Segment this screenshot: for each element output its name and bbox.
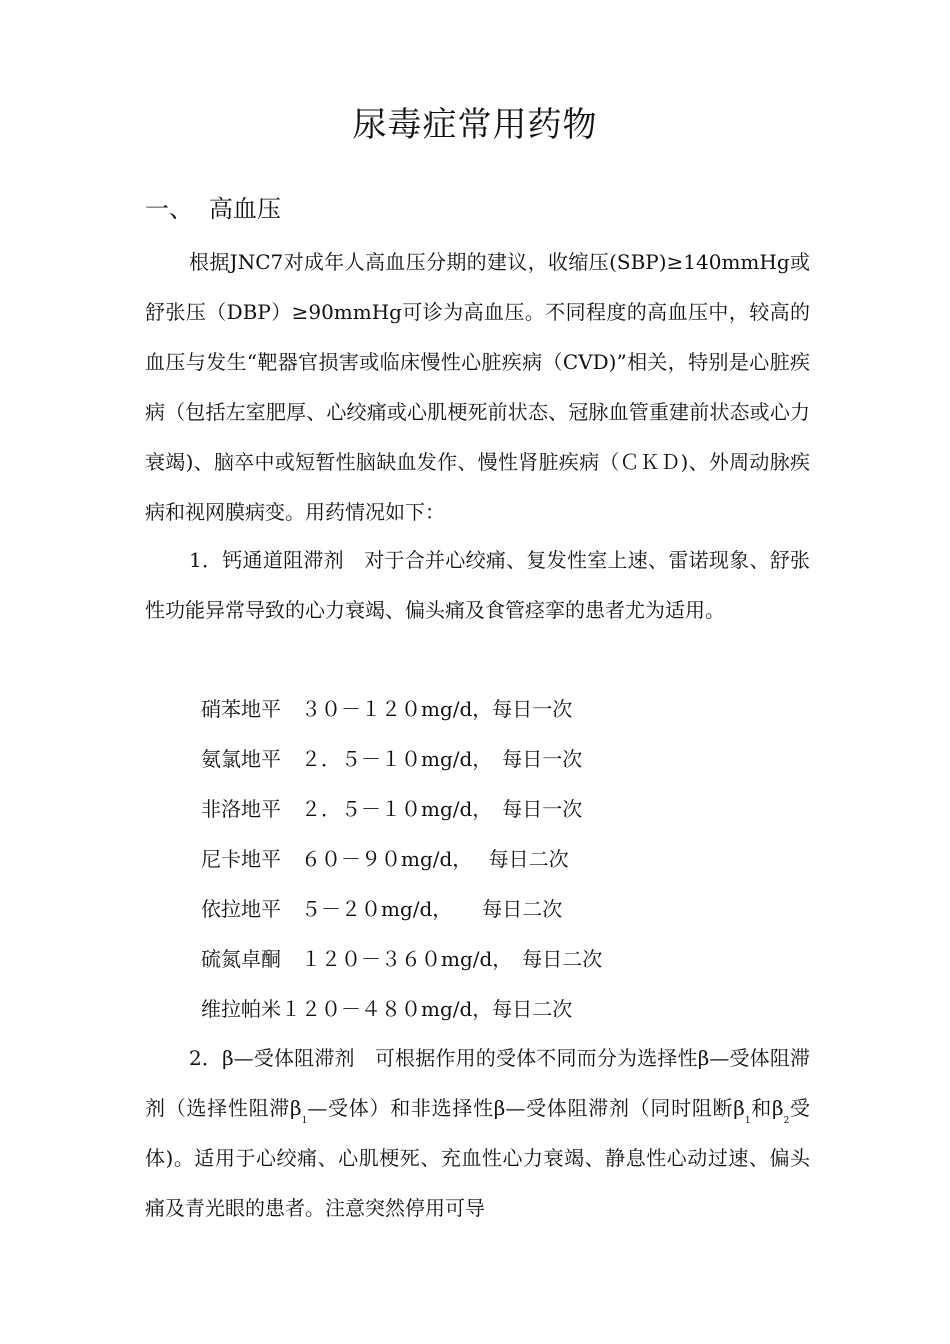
document-title: 尿毒症常用药物: [352, 105, 598, 145]
drug-line: 氨氯地平 ２．５－１０mg/d， 每日一次: [201, 747, 583, 771]
beta-subscript-3: 2: [783, 1116, 790, 1126]
beta-subscript-1: 1: [301, 1116, 308, 1126]
section-number: 一、: [145, 195, 193, 223]
ccb-paragraph: 1．钙通道阻滞剂 对于合并心绞痛、复发性室上速、雷诺现象、舒张性功能异常导致的心力衰竭、偏头痛及食管痉挛的患者尤为适用。: [145, 548, 810, 622]
drug-line: 非洛地平 ２．５－１０mg/d， 每日一次: [201, 797, 583, 821]
beta-text-4: 受体)。适用于心绞痛、心肌梗死、充血性心力衰竭、静息性心动过速、偏头痛及青光眼的患者。注意突然停用可导: [145, 1096, 811, 1220]
beta-subscript-2: 1: [744, 1116, 751, 1126]
drug-line: 依拉地平 ５－２０mg/d， 每日二次: [201, 897, 563, 921]
beta-text-3: 和β: [750, 1096, 784, 1120]
drug-line: 维拉帕米１２０－４８０mg/d，每日二次: [201, 997, 573, 1021]
section-heading: [145, 190, 281, 228]
drug-line: 硝苯地平 ３０－１２０mg/d，每日一次: [201, 697, 573, 721]
section-title: 高血压: [209, 195, 281, 223]
drug-line: 硫氮卓酮 １２０－３６０mg/d， 每日二次: [201, 947, 603, 971]
drug-line: 尼卡地平 ６０－９０mg/d， 每日二次: [201, 847, 569, 871]
beta-blocker-paragraph: [145, 1033, 810, 1233]
beta-text-2: —受体）和非选择性β—受体阻滞剂（同时阻断β: [307, 1096, 745, 1120]
intro-paragraph: 根据JNC7对成年人高血压分期的建议，收缩压(SBP)≥140mmHg或舒张压（DBP）≥90mmHg可诊为高血压。不同程度的高血压中，较高的血压与发生“靶器官损害或临床慢性心脏疾病（CVD)”相关，特别是心脏疾病（包括左室肥厚、心绞痛或心肌梗死前状态、冠脉血管重建前状态或心力衰竭)、脑卒中或短暂性脑缺血发作、慢性肾脏疾病（ＣＫＤ)、外周动脉疾病和视网膜病变。用药情况如下：: [145, 250, 810, 524]
beta-text-1: 2．β—受体阻滞剂 可根据作用的受体不同而分为选择性β—受体阻滞剂（选择性阻滞β: [145, 1046, 810, 1120]
